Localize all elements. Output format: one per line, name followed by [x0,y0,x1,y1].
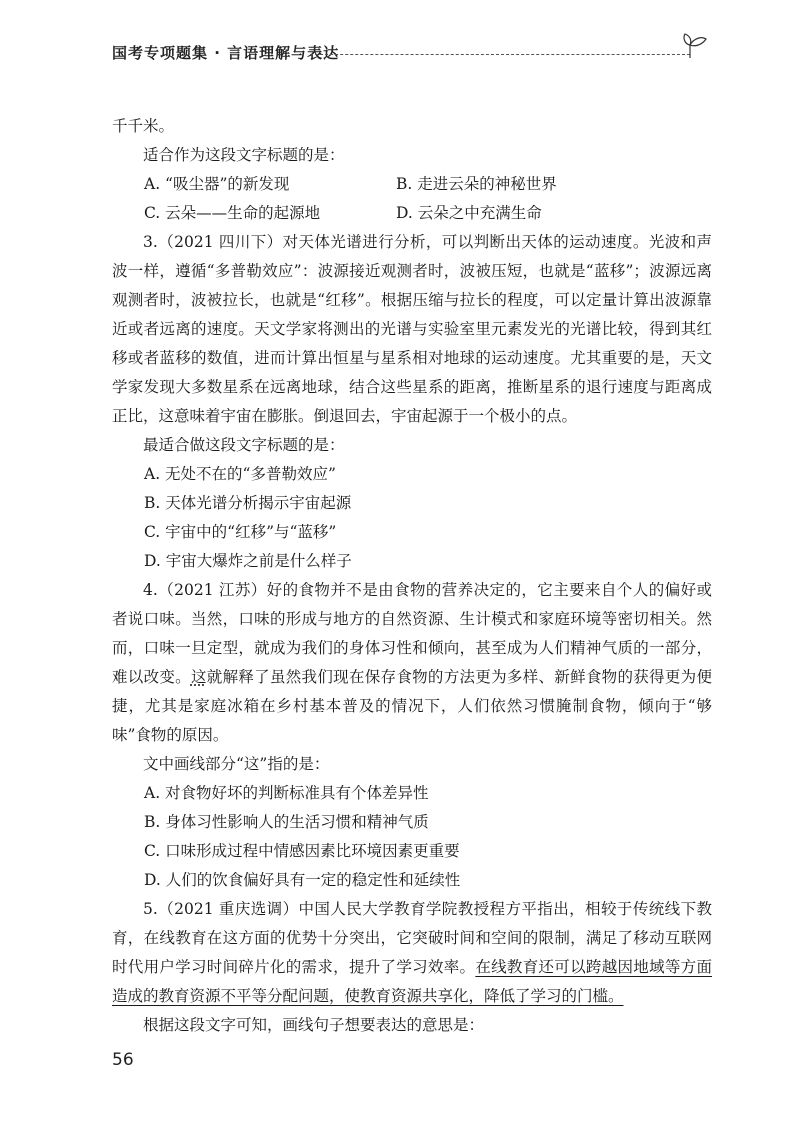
q5-passage-before: 5.（2021 重庆选调）中国人民大学教育学院教授程方平指出，相较于传统线下教育，在线教育在这方面的优势十分突出，它突破时间和空间的限制，满足了移动互联网时代用户学习时间碎片化的需求，提升了学习效率。 [112,900,712,976]
q2-option-a: A. “吸尘器”的新发现 [144,175,290,193]
page-body [112,112,712,1040]
q2-options [112,170,712,228]
running-header [112,40,712,70]
q2-option-d: D. 云朵之中充满生命 [396,204,542,222]
q3-option-d: D. 宇宙大爆炸之前是什么样子 [144,552,352,570]
header-dashed-rule [310,54,690,55]
q4-option-b: B. 身体习性影响人的生活习惯和精神气质 [144,813,429,831]
q3-option-c: C. 宇宙中的“红移”与“蓝移” [144,523,337,541]
q4-prompt: 文中画线部分“这”指的是： [143,755,330,773]
q2-passage-tail: 千千米。 [112,117,175,135]
q4-option-a: A. 对食物好坏的判断标准具有个体差异性 [144,784,429,802]
q4-underlined-word: 这 [190,668,207,686]
q5-passage [112,895,712,1011]
q4-option-c: C. 口味形成过程中情感因素比环境因素更重要 [144,842,460,860]
q3-option-b: B. 天体光谱分析揭示宇宙起源 [144,494,352,512]
q2-option-c: C. 云朵——生命的起源地 [144,204,321,222]
q3-passage: 3.（2021 四川下）对天体光谱进行分析，可以判断出天体的运动速度。光波和声波一样，遵循“多普勒效应”：波源接近观测者时，波被压短，也就是“蓝移”；波源远离观测者时，波被拉长，也就是“红移”。根据压缩与拉长的程度，可以定量计算出波源靠近或者远离的速度。天文学家将测出的光谱与实验室里元素发光的光谱比较，得到其红移或者蓝移的数值，进而计算出恒星与星系相对地球的运动速度。尤其重要的是，天文学家发现大多数星系在远离地球，结合这些星系的距离，推断星系的退行速度与距离成正比，这意味着宇宙在膨胀。倒退回去，宇宙起源于一个极小的点。 [112,233,712,425]
q5-prompt: 根据这段文字可知，画线句子想要表达的意思是： [143,1016,485,1034]
page-number: 56 [112,1050,134,1070]
q4-passage-before: 4.（2021 江苏）好的食物并不是由食物的营养决定的，它主要来自个人的偏好或者说口味。当然，口味的形成与地方的自然资源、生计模式和家庭环境等密切相关。然而，口味一旦定型，就成为我们的身体习性和倾向，甚至成为人们精神气质的一部分，难以改变。 [112,581,712,686]
q2-option-b: B. 走进云朵的神秘世界 [396,175,557,193]
q4-passage-after: 就解释了虽然我们现在保存食物的方法更为多样、新鲜食物的获得更为便捷，尤其是家庭冰箱在乡村基本普及的情况下，人们依然习惯腌制食物，倾向于“够味”食物的原因。 [112,668,712,744]
sprout-icon [682,28,712,62]
q5-underlined-sentence: 在线教育还可以跨越因地域等方面造成的教育资源不平等分配问题，使教育资源共享化，降低了学习的门槛。 [112,958,712,1005]
q3-option-a: A. 无处不在的“多普勒效应” [144,465,336,483]
q2-prompt: 适合作为这段文字标题的是： [143,146,345,164]
q3-prompt: 最适合做这段文字标题的是： [143,436,345,454]
header-title: 国考专项题集 · 言语理解与表达 [112,44,340,62]
q4-passage [112,576,712,750]
q4-option-d: D. 人们的饮食偏好具有一定的稳定性和延续性 [144,871,461,889]
